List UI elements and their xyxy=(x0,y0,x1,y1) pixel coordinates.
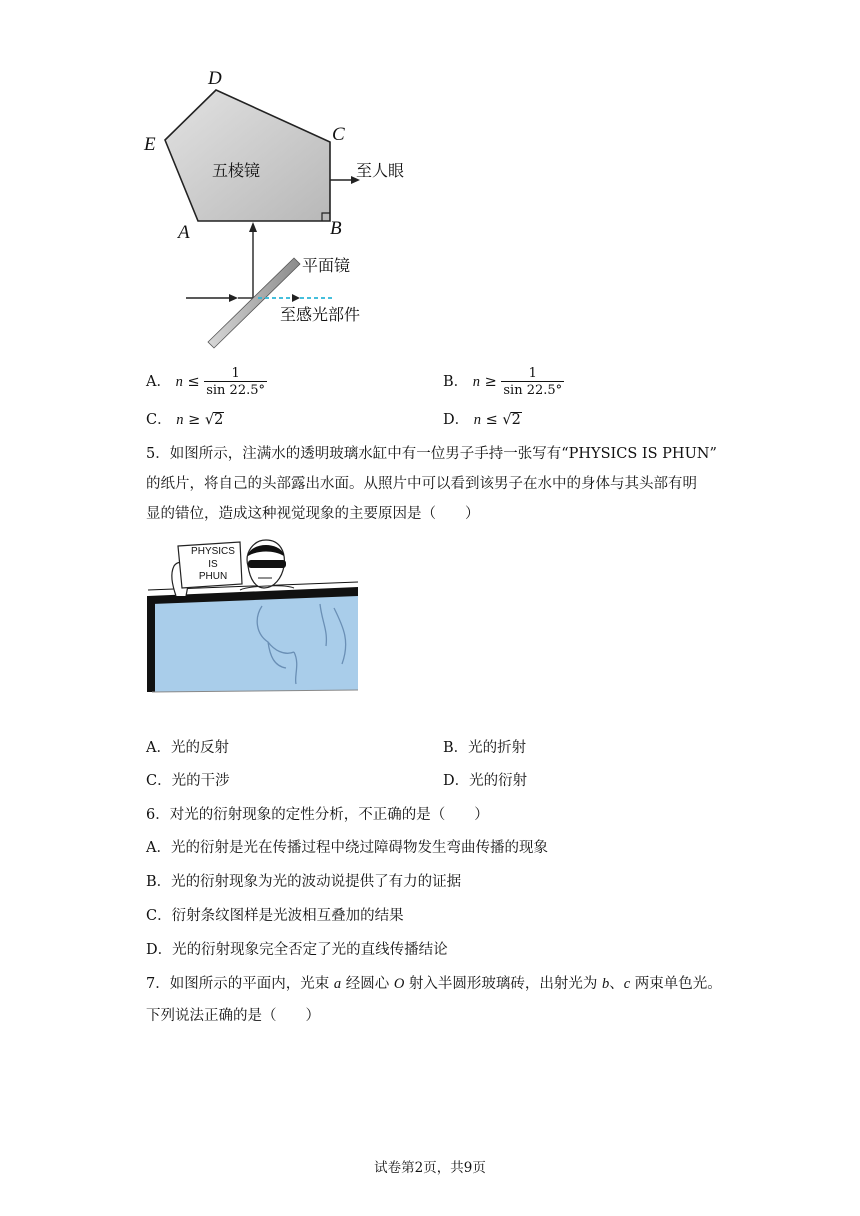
q4-a-op: ≤ xyxy=(187,374,200,390)
q5-option-a: A．光的反射 xyxy=(146,740,229,756)
sign-text-line1: PHYSICS xyxy=(191,546,235,557)
up-arrow-head xyxy=(249,222,257,232)
q5-stem-line1: 5．如图所示，注满水的透明玻璃水缸中有一位男子手持一张写有“PHYSICS IS PHUN” xyxy=(146,446,717,462)
incoming-arrow-head xyxy=(229,294,238,302)
sign-text-line3: PHUN xyxy=(198,571,228,582)
sunglasses xyxy=(248,560,286,568)
q7-stem-line2: 下列说法正确的是（ ） xyxy=(146,1008,320,1024)
q5-stem-line2: 的纸片，将自己的头部露出水面。从照片中可以看到该男子在水中的身体与其头部有明 xyxy=(146,476,697,492)
q7-stem-line1: 7．如图所示的平面内，光束 a 经圆心 O 射入半圆形玻璃砖，出射光为 b、c 两束单色光。 xyxy=(146,976,722,992)
aquarium-drawing xyxy=(144,538,364,698)
q4-c-op: ≥ xyxy=(188,412,201,428)
sensor-arrow-head xyxy=(292,294,300,302)
q6-option-c: C．衍射条纹图样是光波相互叠加的结果 xyxy=(146,908,404,924)
sensor-label: 至感光部件 xyxy=(280,305,361,324)
page-footer: 试卷第2页，共9页 xyxy=(374,1160,486,1176)
q4-option-a: A． n ≤ $\frac{1}{\sin 22.5^\circ}$ xyxy=(146,366,265,398)
q4-a-fraction: $\frac{1}{\sin 22.5^\circ}$ xyxy=(206,366,265,398)
sign-text-line2: IS xyxy=(208,559,218,570)
q4-option-c: C． n ≥ √2 xyxy=(146,412,224,428)
q5-option-b: B．光的折射 xyxy=(443,740,527,756)
water-area xyxy=(152,594,358,692)
aquarium-figure xyxy=(144,538,364,698)
q4-d-var: n xyxy=(473,412,481,428)
prism-shape xyxy=(165,90,330,221)
label-B: B xyxy=(330,218,342,239)
q4-b-fraction: $\frac{1}{\sin 22.5^\circ}$ xyxy=(503,366,563,398)
q5-option-c: C．光的干涉 xyxy=(146,773,230,789)
q4-c-radicand: 2 xyxy=(214,412,224,428)
pentaprism-figure xyxy=(130,60,430,360)
label-E: E xyxy=(144,134,156,155)
label-A: A xyxy=(178,222,190,243)
q7-center-o: O xyxy=(393,976,405,992)
q7-beam-a: a xyxy=(333,976,342,992)
prism-label: 五棱镜 xyxy=(212,161,261,180)
q6-option-a: A．光的衍射是光在传播过程中绕过障碍物发生弯曲传播的现象 xyxy=(146,840,548,856)
q4-d-radical: √ xyxy=(502,412,512,428)
q4-d-op: ≤ xyxy=(485,412,498,428)
q4-b-var: n xyxy=(472,374,481,390)
q6-stem: 6．对光的衍射现象的定性分析，不正确的是（ ） xyxy=(146,807,489,823)
q7-beam-b: b xyxy=(602,976,610,992)
tank-left-wall xyxy=(147,596,155,692)
q4-c-var: n xyxy=(176,412,184,428)
label-D: D xyxy=(208,68,222,89)
q5-option-d: D．光的衍射 xyxy=(443,773,528,789)
q4-a-var: n xyxy=(175,374,183,390)
q4-b-op: ≥ xyxy=(484,374,497,390)
q7-beam-c: c xyxy=(623,976,631,992)
mirror-label: 平面镜 xyxy=(302,256,351,275)
q4-d-radicand: 2 xyxy=(511,412,521,428)
q6-option-d: D．光的衍射现象完全否定了光的直线传播结论 xyxy=(146,942,448,958)
q4-option-b: B． n ≥ $\frac{1}{\sin 22.5^\circ}$ xyxy=(443,366,563,398)
q4-option-d: D． n ≤ √2 xyxy=(443,412,521,428)
eye-label: 至人眼 xyxy=(356,161,405,180)
q5-stem-line3: 显的错位，造成这种视觉现象的主要原因是（ ） xyxy=(146,506,480,522)
label-C: C xyxy=(332,124,345,145)
q6-option-b: B．光的衍射现象为光的波动说提供了有力的证据 xyxy=(146,874,462,890)
q4-c-radical: √ xyxy=(204,412,215,428)
